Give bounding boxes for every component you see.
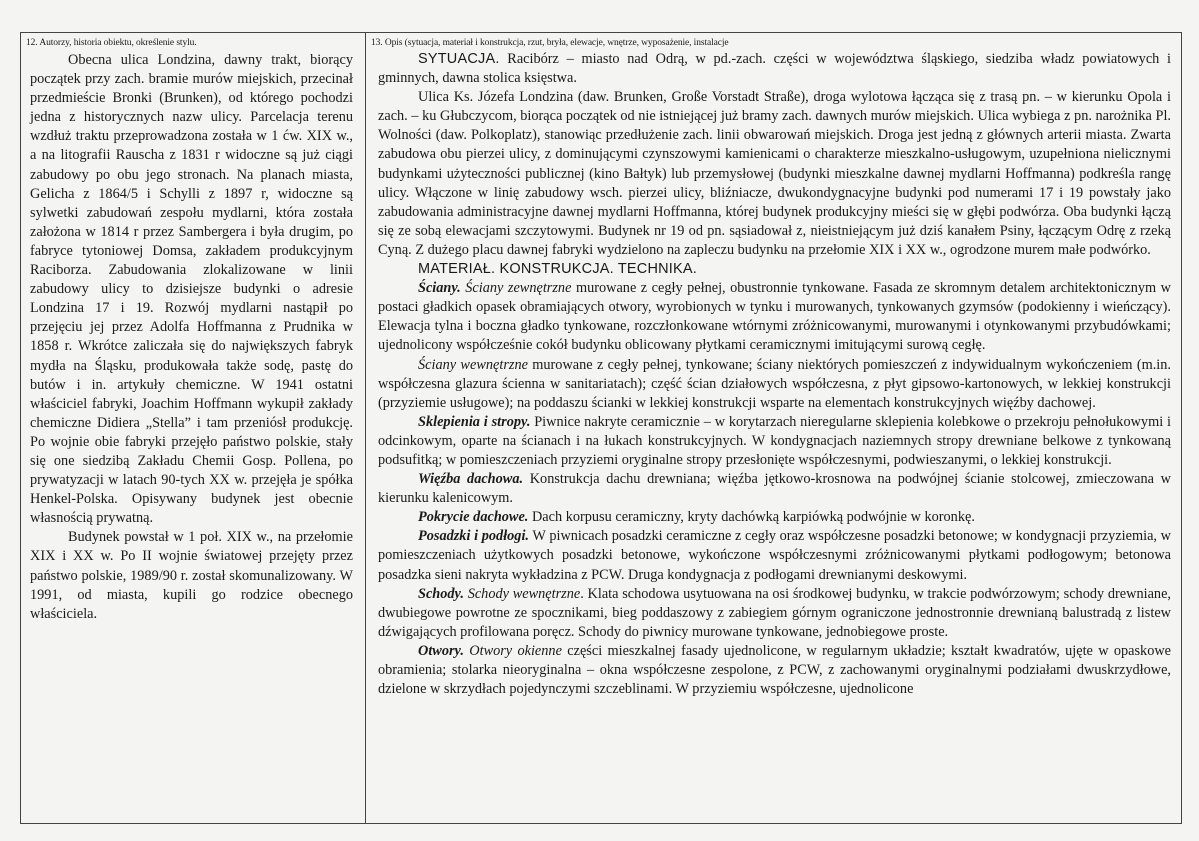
material-heading: MATERIAŁ. KONSTRUKCJA. TECHNIKA. <box>418 261 697 278</box>
roof-truss-paragraph <box>378 470 1171 508</box>
roofing-text: Dach korpusu ceramiczny, kryty dachówką karpiówką podwójnie w koronkę. <box>528 509 975 526</box>
vaults-text: Piwnice nakryte ceramicznie – w korytarzach nieregularne sklepienia kolebkowe o przekroju pełnołukowymi i odcinkowym, oparte na ścianach i na łukach konstrukcyjnych. W kondygnacjach naziemnych stropy drewniane belkowe z tynkowaną podsufitką; w pomieszczeniach przyziemi oryginalne stropy przesłonięte współczesnymi, podwieszanymi, o lekkiej konstrukcji. <box>378 413 1171 468</box>
openings-label: Otwory. <box>418 642 464 659</box>
situation-paragraph <box>378 50 1171 88</box>
roofing-label: Pokrycie dachowe. <box>418 509 529 526</box>
interior-stairs-label: Schody wewnętrzne <box>467 585 581 602</box>
roofing-paragraph <box>378 508 1171 527</box>
roof-truss-text: Konstrukcja dachu drewniana; więźba jętkowo-krosnowa na podwójnej ścianie stolcowej, zmieczowana w kierunku kalenicowym. <box>378 471 1171 507</box>
floors-label: Posadzki i podłogi. <box>418 528 530 545</box>
section-12-header: 12. Autorzy, historia obiektu, określenie stylu. <box>26 38 197 48</box>
interior-walls-text: murowane z cegły pełnej, tynkowane; ściany niektórych pomieszczeń z indywidualnym wykończeniem (m.in. współczesna glazura ścienna w sanitariatach); część ścian działowych współczesna, z płyt gipsowo-kartonowych, w lekkiej konstrukcji (przyziemie usługowe); na poddaszu ścianki w lekkiej konstrukcji wsparte na elementach konstrukcyjnych więźby dachowej. <box>378 356 1171 411</box>
interior-walls-paragraph <box>378 356 1171 413</box>
walls-label: Ściany. <box>418 280 461 297</box>
vaults-label: Sklepienia i stropy. <box>418 413 531 430</box>
openings-text: części mieszkalnej fasady ujednolicone, w regularnym układzie; kształt kwadratów, ujęte w opaskowe obramienia; stolarka nieoryginalna – okna współczesne zespolone, z PCW, z zachowanymi oryginalnymi podziałami dwuskrzydłowe, dzielone w skrzydłach pojedynczymi szczeblinami. W przyziemiu współczesne, ujednolicone <box>378 642 1172 698</box>
openings-paragraph <box>378 642 1171 699</box>
window-openings-label: Otwory okienne <box>469 642 562 659</box>
history-paragraph-2: Budynek powstał w 1 poł. XIX w., na przełomie XIX i XX w. Po II wojnie światowej przejęty przez państwo polskie, 1989/90 r. został skomunalizowany. W 1991, od miasta, kupili go rodzice obecnego właściciela. <box>30 529 353 622</box>
situation-heading: SYTUACJA. <box>418 51 500 67</box>
description-column <box>366 33 1181 823</box>
floors-paragraph <box>378 527 1171 584</box>
interior-walls-label: Ściany wewnętrzne <box>418 356 528 373</box>
exterior-walls-label: Ściany zewnętrzne <box>465 280 572 297</box>
situation-text: Racibórz – miasto nad Odrą, w pd.-zach. części w województwa śląskiego, siedziba władz powiatowych i gminnych, dawna stolica księstwa. <box>378 51 1171 87</box>
description-text <box>366 49 1181 699</box>
history-text <box>21 49 365 624</box>
roof-truss-label: Więźba dachowa. <box>418 471 524 488</box>
street-paragraph: Ulica Ks. Józefa Londzina (daw. Brunken, Große Vorstadt Straße), droga wylotowa łącząca się z trasą pn. – w kierunku Opola i zach. – ku Głubczycom, biorąca początek od nie istniejącej już bramy zach. dawnych murów miejskich. Ulica wybiega z pn. narożnika Pl. Wolności (daw. Polkoplatz), stanowiąc przedłużenie zach. linii obwarowań miejskich. Droga jest jedną z głównych arterii miasta. Zwarta zabudowa obu pierzei ulicy, z dominującymi czynszowymi kamienicami o charakterze mieszkalno-usługowym, uzupełniona nielicznymi budynkami użyteczności publicznej (kino Bałtyk) lub przemysłowej (budynki mieszkalne dawnej mydlarni Hoffmanna) podkreśla rangę ulicy. Włączone w linię zabudowy wsch. pierzei ulicy, bliźniacze, dwukondygnacyjne budynki pod numerami 17 i 19 powstały jako zabudowania administracyjne dawnej mydlarni Hoffmanna, której budynek produkcyjny mieści się w głębi podwórza. Oba budynki łączą się ze sobą elewacjami szczytowymi. Budynek nr 19 od pn. sąsiadował z, nieistniejącym już dziś kanałem Psiny, łączącym Odrę z rzeką Cyną. Z dużego placu dawnej fabryki wydzielono na zapleczu budynku na przełomie XIX i XX w., ogrodzone murem małe podwórko. <box>378 89 1171 258</box>
history-paragraph-1: Obecna ulica Londzina, dawny trakt, biorący początek przy zach. bramie murów miejskich, przecinał przedmieście Bronki (Brunken), od którego pochodzi jedna z historycznych nazw ulicy. Parcelacja terenu wzdłuż traktu przeprowadzona została w 1 ćw. XIX w., a na litografii Rauscha z 1831 r widoczne są już ciągi zabudowy po obu jego stronach. Na planach miasta, Gelicha z 1864/5 i Schylli z 1897 r, widoczne są sylwetki zabudowań zespołu mydlarni, która została założona w 1814 r przez Sambergera i była drugim, po fabryce tytoniowej Domsa, zakładem produkcyjnym Raciborza. Zabudowania zlokalizowane w linii zabudowy ulicy to dzisiejsze budynki o adresie Londzina 17 i 19. Rozwój mydlarni nastąpił po przejęciu jej przez Adolfa Hoffmanna z Prudnika w 1858 r. Wkrótce zaliczała się do największych fabryk mydła na Śląsku, produkowała także sodę, pastę do butów i in. artykuły chemiczne. W 1941 ostatni właściciel fabryki, Joachim Hoffmann wykupił zakłady chemiczne Didiera „Stella” i tam przeniósł produkcję. Po wojnie obie fabryki przejęło państwo polskie, stały się one siedzibą Zakładu Chemii Gosp. Pollena, po prywatyzacji w latach 90-tych XX w. przejęła je spółka Henkel-Polska. Opisywany budynek jest obecnie własnością prywatną. <box>30 52 353 527</box>
stairs-paragraph <box>378 585 1171 642</box>
exterior-walls-text: murowane z cegły pełnej, obustronnie tynkowane. Fasada ze skromnym detalem architektonicznym w postaci gładkich opasek obramiających otwory, wyrobionych w tynku i murowanych, tynkowanych gzymsów (podokienny i wieńczący). Elewacja tylna i boczna gładko tynkowane, rozczłonkowane wtórnymi zróżnicowanymi, murowanymi i otynkowanymi przybudówkami; ujednolicony współcześnie cokół budynku oblicowany płytkami ceramicznymi imitującymi surową cegłę. <box>378 280 1172 354</box>
vaults-paragraph <box>378 413 1171 470</box>
stairs-text: . Klata schodowa usytuowana na osi środkowej budynku, w trakcie podwórzowym; schody drewniane, dwubiegowe powrotne ze spocznikami, bieg poddaszowy z zabiegiem górnym ograniczone jednostronnie drewnianą balustradą z listew dźwigających profilowana poręcz. Schody do piwnicy murowane tynkowane, jednobiegowe proste. <box>378 585 1171 640</box>
section-13-header: 13. Opis (sytuacja, materiał i konstrukcja, rzut, bryła, elewacje, wnętrze, wyposażenie, instalacje <box>371 38 729 48</box>
walls-paragraph <box>378 279 1171 355</box>
history-column <box>21 33 366 823</box>
floors-text: W piwnicach posadzki ceramiczne z cegły oraz współczesne posadzki betonowe; w kondygnacji przyziemia, w pomieszczeniach użytkowych posadzki betonowe, wykończone współczesnymi zróżnicowanymi płytkami podłogowym; betonowa posadzka sieni nakryta wykładzina z PCW. Druga kondygnacja z podłogami drewnianymi deskowymi. <box>378 528 1171 583</box>
form-frame <box>20 32 1182 824</box>
stairs-label: Schody. <box>418 585 464 602</box>
